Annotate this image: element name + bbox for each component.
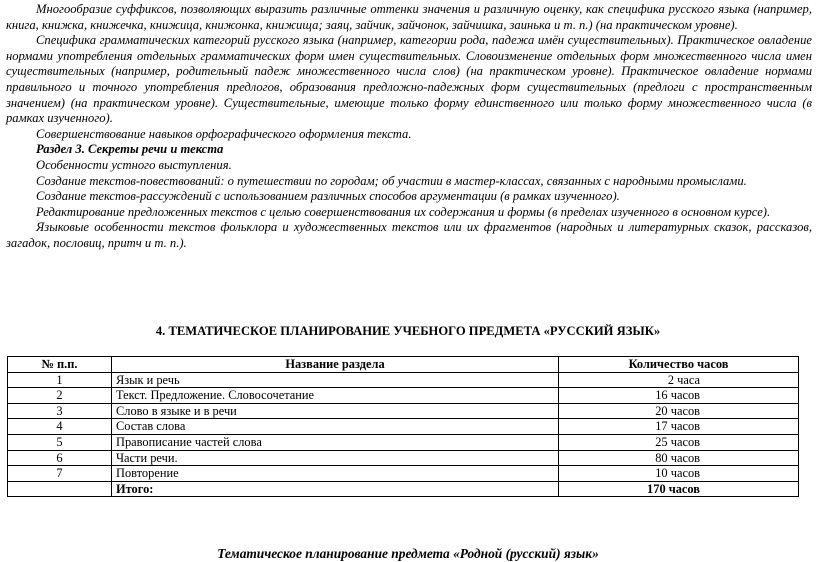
row-section-name: Правописание частей слова (112, 434, 559, 450)
table-row (8, 466, 799, 482)
row-section-name: Язык и речь (112, 372, 559, 388)
row-section-name: Части речи. (112, 450, 559, 466)
row-number: 3 (8, 403, 112, 419)
subheading-native-language: Тематическое планирование предмета «Родной (русский) язык» (217, 546, 599, 561)
row-hours: 20 часов (559, 403, 799, 419)
total-label: Итого: (112, 481, 559, 497)
row-number: 4 (8, 419, 112, 435)
table-row (8, 388, 799, 404)
row-section-name: Повторение (112, 466, 559, 482)
section-heading: 4. ТЕМАТИЧЕСКОЕ ПЛАНИРОВАНИЕ УЧЕБНОГО ПРЕДМЕТА «РУССКИЙ ЯЗЫК» (155, 324, 661, 338)
paragraph-editing: Редактирование предложенных текстов с целью совершенствования их содержания и формы (в пределах изученного в основном курсе). (36, 204, 771, 219)
section-3-title: Раздел 3. Секреты речи и текста (36, 142, 224, 157)
row-hours: 10 часов (559, 466, 799, 482)
total-hours: 170 часов (559, 481, 799, 497)
paragraph-folklore: Языковые особенности текстов фольклора и художественных текстов или их фрагментов (народных и литературных сказок, рассказов, загадок, пословиц, притч и т. п.). (6, 220, 812, 250)
header-section-name: Название раздела (112, 357, 559, 373)
paragraph-reasoning: Создание текстов-рассуждений с использованием различных способов аргументации (в рамках изученного). (36, 189, 620, 204)
paragraph-suffixes: Многообразие суффиксов, позволяющих выразить различные оттенки значения и различную оценку, как специфика русского языка (например, книга, книжка, книжечка, книжица, книжонка, книжища; заяц, зайчик, зайчонок, зайчишка, заинька и т. п.) (на практическом уровне). (6, 2, 812, 32)
table-total-row (8, 481, 799, 497)
table-row (8, 372, 799, 388)
row-hours: 16 часов (559, 388, 799, 404)
table-header-row (8, 357, 799, 373)
row-number: 6 (8, 450, 112, 466)
row-number: 2 (8, 388, 112, 404)
row-hours: 25 часов (559, 434, 799, 450)
row-section-name: Слово в языке и в речи (112, 403, 559, 419)
total-number (8, 481, 112, 497)
row-section-name: Состав слова (112, 419, 559, 435)
thematic-plan-table (7, 356, 799, 497)
table-row (8, 419, 799, 435)
paragraph-grammar-categories: Специфика грамматических категорий русского языка (например, категории рода, падежа имён существительных). Практическое овладение нормами употребления отдельных грамматических форм имен существительных. Словоизменение отдельных форм множественного числа имен существительных (например, родительный падеж множественного числа слов) (на практическом уровне). Практическое овладение нормами правильного и точного употребления предлогов, образования предложно-падежных форм существительных (предлоги с пространственным значением) (на практическом уровне). Существительные, имеющие только форму единственного или только форму множественного числа (в рамках изученного). (6, 33, 812, 126)
table-row (8, 403, 799, 419)
row-number: 1 (8, 372, 112, 388)
row-hours: 17 часов (559, 419, 799, 435)
table-row (8, 434, 799, 450)
row-section-name: Текст. Предложение. Словосочетание (112, 388, 559, 404)
paragraph-narratives: Создание текстов-повествований: о путешествии по городам; об участии в мастер-классах, связанных с народными промыслами. (36, 173, 747, 188)
paragraph-orthography: Совершенствование навыков орфографического оформления текста. (36, 126, 412, 141)
header-number: № п.п. (8, 357, 112, 373)
paragraph-oral-speech: Особенности устного выступления. (36, 157, 232, 172)
row-hours: 80 часов (559, 450, 799, 466)
row-number: 7 (8, 466, 112, 482)
row-hours: 2 часа (559, 372, 799, 388)
header-hours: Количество часов (559, 357, 799, 373)
table-row (8, 450, 799, 466)
row-number: 5 (8, 434, 112, 450)
body-text (6, 2, 812, 252)
